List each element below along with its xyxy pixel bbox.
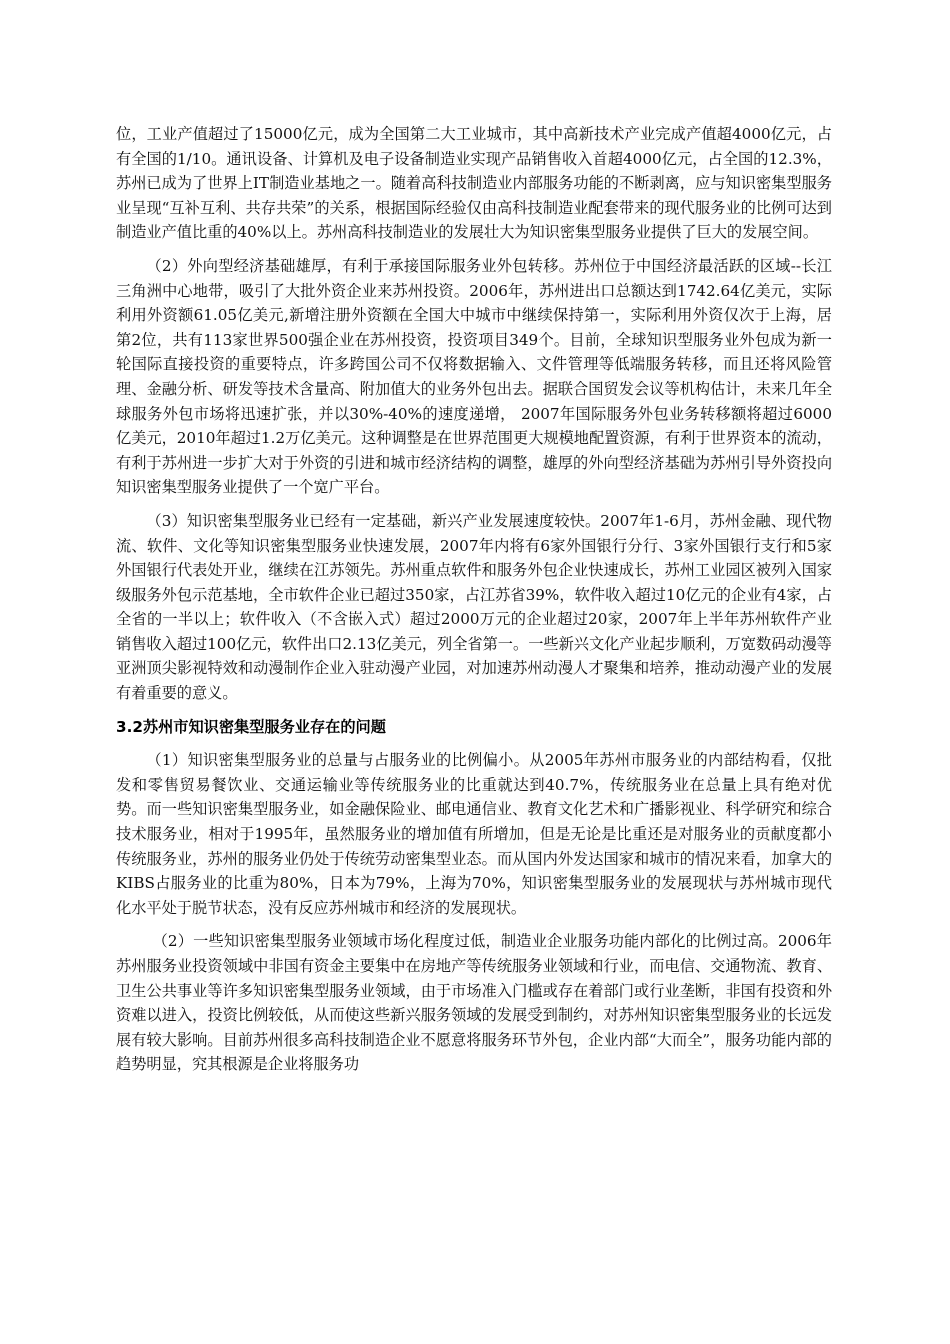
paragraph-problem-2: （2）一些知识密集型服务业领域市场化程度过低，制造业企业服务功能内部化的比例过高。2006年苏州服务业投资领域中非国有资金主要集中在房地产等传统服务业领域和行业，而电信、交通物流、教育、卫生公共事业等许多知识密集型服务业领域，由于市场准入门槛或存在着部门或行业垄断，非国有投资和外资难以进入，投资比例较低，从而使这些新兴服务领域的发展受到制约，对苏州知识密集型服务业的长远发展有较大影响。目前苏州很多高科技制造企业不愿意将服务环节外包，企业内部“大而全”，服务功能内部的趋势明显，究其根源是企业将服务功 [116, 932, 832, 1074]
paragraph-point-3: （3）知识密集型服务业已经有一定基础，新兴产业发展速度较快。2007年1-6月，苏州金融、现代物流、软件、文化等知识密集型服务业快速发展，2007年内将有6家外国银行分行、3家外国银行支行和5家外国银行代表处开业，继续在江苏领先。苏州重点软件和服务外包企业快速成长，苏州工业园区被列入国家级服务外包示范基地，全市软件企业已超过350家，占江苏省39%，软件收入超过10亿元的企业有4家，占全省的一半以上；软件收入（不含嵌入式）超过2000万元的企业超过20家，2007年上半年苏州软件产业销售收入超过100亿元，软件出口2.13亿美元，列全省第一。一些新兴文化产业起步顺利，万宽数码动漫等亚洲顶尖影视特效和动漫制作企业入驻动漫产业园，对加速苏州动漫人才聚集和培养，推动动漫产业的发展有着重要的意义。 [116, 511, 832, 703]
document-body [116, 122, 832, 1086]
paragraph-problem-1: （1）知识密集型服务业的总量与占服务业的比例偏小。从2005年苏州市服务业的内部结构看，仅批发和零售贸易餐饮业、交通运输业等传统服务业的比重就达到40.7%，传统服务业在总量上具有绝对优势。而一些知识密集型服务业，如金融保险业、邮电通信业、教育文化艺术和广播影视业、科学研究和综合技术服务业，相对于1995年，虽然服务业的增加值有所增加，但是无论是比重还是对服务业的贡献度都小传统服务业，苏州的服务业仍处于传统劳动密集型业态。而从国内外发达国家和城市的情况来看，加拿大的KIBS占服务业的比重为80%，日本为79%，上海为70%，知识密集型服务业的发展现状与苏州城市现代化水平处于脱节状态，没有反应苏州城市和经济的发展现状。 [116, 751, 832, 917]
paragraph-continued: 位，工业产值超过了15000亿元，成为全国第二大工业城市，其中高新技术产业完成产值超4000亿元，占有全国的1/10。通讯设备、计算机及电子设备制造业实现产品销售收入首超4000亿元，占全国的12.3%，苏州已成为了世界上IT制造业基地之一。随着高科技制造业内部服务功能的不断剥离，应与知识密集型服务业呈现“互补互利、共存共荣”的关系，根据国际经验仅由高科技制造业配套带来的现代服务业的比例可达到制造业产值比重的40%以上。苏州高科技制造业的发展壮大为知识密集型服务业提供了巨大的发展空间。 [116, 125, 832, 242]
section-heading-3-2: 3.2苏州市知识密集型服务业存在的问题 [116, 717, 386, 736]
paragraph-point-2: （2）外向型经济基础雄厚，有利于承接国际服务业外包转移。苏州位于中国经济最活跃的区域--长江三角洲中心地带，吸引了大批外资企业来苏州投资。2006年，苏州进出口总额达到1742.64亿美元，实际利用外资额61.05亿美元,新增注册外资额在全国大中城市中继续保持第一，实际利用外资仅次于上海，居第2位，共有113家世界500强企业在苏州投资，投资项目349个。目前，全球知识型服务业外包成为新一轮国际直接投资的重要特点，许多跨国公司不仅将数据输入、文件管理等低端服务转移，而且还将风险管理、金融分析、研发等技术含量高、附加值大的业务外包出去。据联合国贸发会议等机构估计，未来几年全球服务外包市场将迅速扩张，并以30%-40%的速度递增， 2007年国际服务外包业务转移额将超过6000亿美元，2010年超过1.2万亿美元。这种调整是在世界范围更大规模地配置资源，有利于世界资本的流动，有利于苏州进一步扩大对于外资的引进和城市经济结构的调整，雄厚的外向型经济基础为苏州引导外资投向知识密集型服务业提供了一个宽广平台。 [116, 256, 832, 497]
